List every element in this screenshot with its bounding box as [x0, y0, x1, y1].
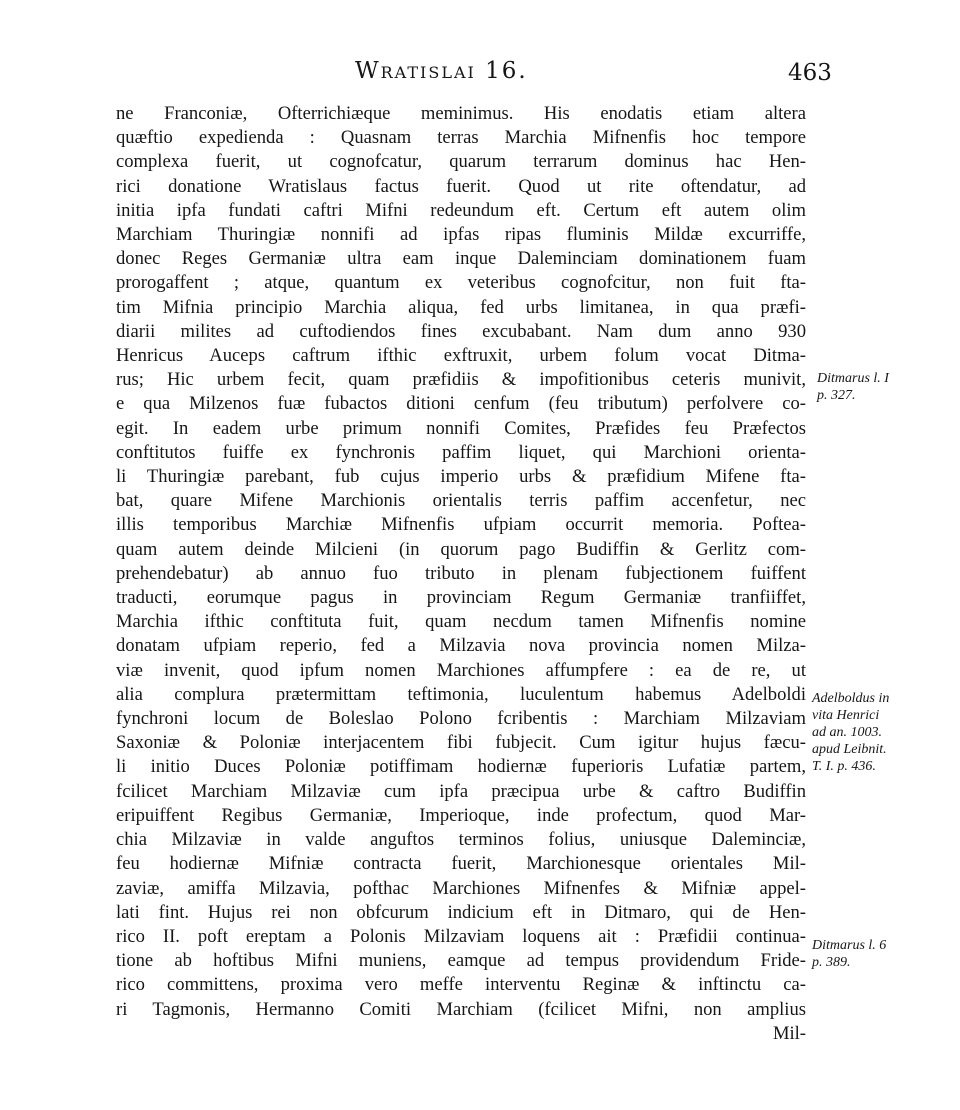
margin-note-line: Ditmarus l. 6: [812, 938, 887, 953]
catchword: Mil-: [772, 1022, 806, 1044]
text-line: egit. In eadem urbe primum nonnifi Comites, Præfides feu Præfectos: [116, 417, 806, 439]
text-line: Henricus Auceps caftrum ifthic exftruxit, urbem folum vocat Ditma-: [116, 345, 806, 367]
text-line: rico II. poft ereptam a Polonis Milzaviam loquens ait : Præfidii continua-: [116, 925, 806, 947]
text-line: initia ipfa fundati caftri Mifni redeundum eft. Certum eft autem olim: [116, 199, 806, 221]
text-line: rus; Hic urbem fecit, quam præfidiis & impofitionibus ceteris munivit,: [116, 369, 806, 391]
text-line: prehendebatur) ab annuo fuo tributo in plenam fubjectionem fuiffent: [116, 562, 806, 584]
margin-note-line: Ditmarus l. I: [817, 371, 889, 386]
text-line: quam autem deinde Milcieni (in quorum pago Budiffin & Gerlitz com-: [116, 538, 806, 560]
text-line: Marchiam Thuringiæ nonnifi ad ipfas ripas fluminis Mildæ excurriffe,: [116, 224, 806, 246]
text-line: e qua Milzenos fuæ fubactos ditioni cenfum (feu tributum) perfolvere co-: [116, 393, 806, 415]
text-line: tim Mifnia principio Marchia aliqua, fed urbs limitanea, in qua præfi-: [116, 296, 806, 318]
text-line: fcilicet Marchiam Milzaviæ cum ipfa præcipua urbe & caftro Budiffin: [116, 780, 806, 802]
margin-note-line: vita Henrici: [812, 708, 880, 723]
text-line: illis temporibus Marchiæ Mifnenfis ufpiam occurrit memoria. Poftea-: [116, 514, 806, 536]
margin-note-line: p. 327.: [817, 388, 856, 403]
text-line: ri Tagmonis, Hermanno Comiti Marchiam (fcilicet Mifni, non amplius: [116, 998, 806, 1020]
text-line: li Thuringiæ parebant, fub cujus imperio urbs & præfidium Mifene fta-: [116, 466, 806, 488]
margin-note-adelboldus: [812, 690, 889, 775]
text-line: donatam ufpiam reperio, fed a Milzavia nova provincia nomen Milza-: [116, 635, 806, 657]
margin-note-line: T. I. p. 436.: [812, 759, 876, 774]
margin-note-line: p. 389.: [812, 955, 851, 970]
text-line: eripuiffent Regibus Germaniæ, Imperioque, inde profectum, quod Mar-: [116, 804, 806, 826]
text-line: traducti, eorumque pagus in provinciam Regum Germaniæ tranfiiffet,: [116, 587, 806, 609]
text-line: chia Milzaviæ in valde anguftos terminos folius, uniusque Daleminciæ,: [116, 829, 806, 851]
margin-note-line: apud Leibnit.: [812, 742, 887, 757]
text-line: viæ invenit, quod ipfum nomen Marchiones affumpfere : ea de re, ut: [116, 659, 806, 681]
text-line: rico committens, proxima vero meffe interventu Reginæ & inftinctu ca-: [116, 974, 806, 996]
margin-note-ditmarus-6: [812, 937, 886, 971]
text-line: Marchia ifthic conftituta fuit, quam necdum tamen Mifnenfis nomine: [116, 611, 806, 633]
text-line: alia complura prætermittam teftimonia, luculentum habemus Adelboldi: [116, 683, 806, 705]
page-number: 463: [788, 60, 832, 86]
text-line: lati fint. Hujus rei non obfcurum indicium eft in Ditmaro, qui de Hen-: [116, 901, 806, 923]
text-line: feu hodiernæ Mifniæ contracta fuerit, Marchionesque orientales Mil-: [116, 853, 806, 875]
text-line: complexa fuerit, ut cognofcatur, quarum terrarum dominus hac Hen-: [116, 151, 806, 173]
text-line: rici donatione Wratislaus factus fuerit. Quod ut rite oftendatur, ad: [116, 175, 806, 197]
margin-note-ditmarus-1: [817, 370, 889, 404]
text-line: li initio Duces Poloniæ potiffimam hodiernæ fuperioris Lufatiæ partem,: [116, 756, 806, 778]
margin-note-line: ad an. 1003.: [812, 725, 882, 740]
text-line: donec Reges Germaniæ ultra eam inque Daleminciam dominationem fuam: [116, 248, 806, 270]
text-line: prorogaffent ; atque, quantum ex veteribus cognofcitur, non fuit fta-: [116, 272, 806, 294]
text-line: bat, quare Mifene Marchionis orientalis terris paffim accenfetur, nec: [116, 490, 806, 512]
margin-note-line: Adelboldus in: [812, 691, 890, 706]
text-line: fynchroni locum de Boleslao Polono fcribentis : Marchiam Milzaviam: [116, 708, 806, 730]
text-line: quæftio expedienda : Quasnam terras Marchia Mifnenfis hoc tempore: [116, 127, 806, 149]
text-line: diarii milites ad cuftodiendos fines excubabant. Nam dum anno 930: [116, 320, 806, 342]
running-title: Wratislai 16.: [355, 58, 528, 84]
text-line: ne Franconiæ, Ofterrichiæque meminimus. His enodatis etiam altera: [116, 103, 806, 124]
text-line: tione ab hoftibus Mifni muniens, eamque ad tempus providendum Fride-: [116, 950, 806, 972]
body-text: [116, 102, 806, 1046]
text-line: zaviæ, amiffa Milzavia, pofthac Marchiones Mifnenfes & Mifniæ appel-: [116, 877, 806, 899]
text-line: conftitutos fuiffe ex fynchronis paffim liquet, qui Marchioni orienta-: [116, 441, 806, 463]
text-line: Saxoniæ & Poloniæ interjacentem fibi fubjecit. Cum igitur hujus fæcu-: [116, 732, 806, 754]
